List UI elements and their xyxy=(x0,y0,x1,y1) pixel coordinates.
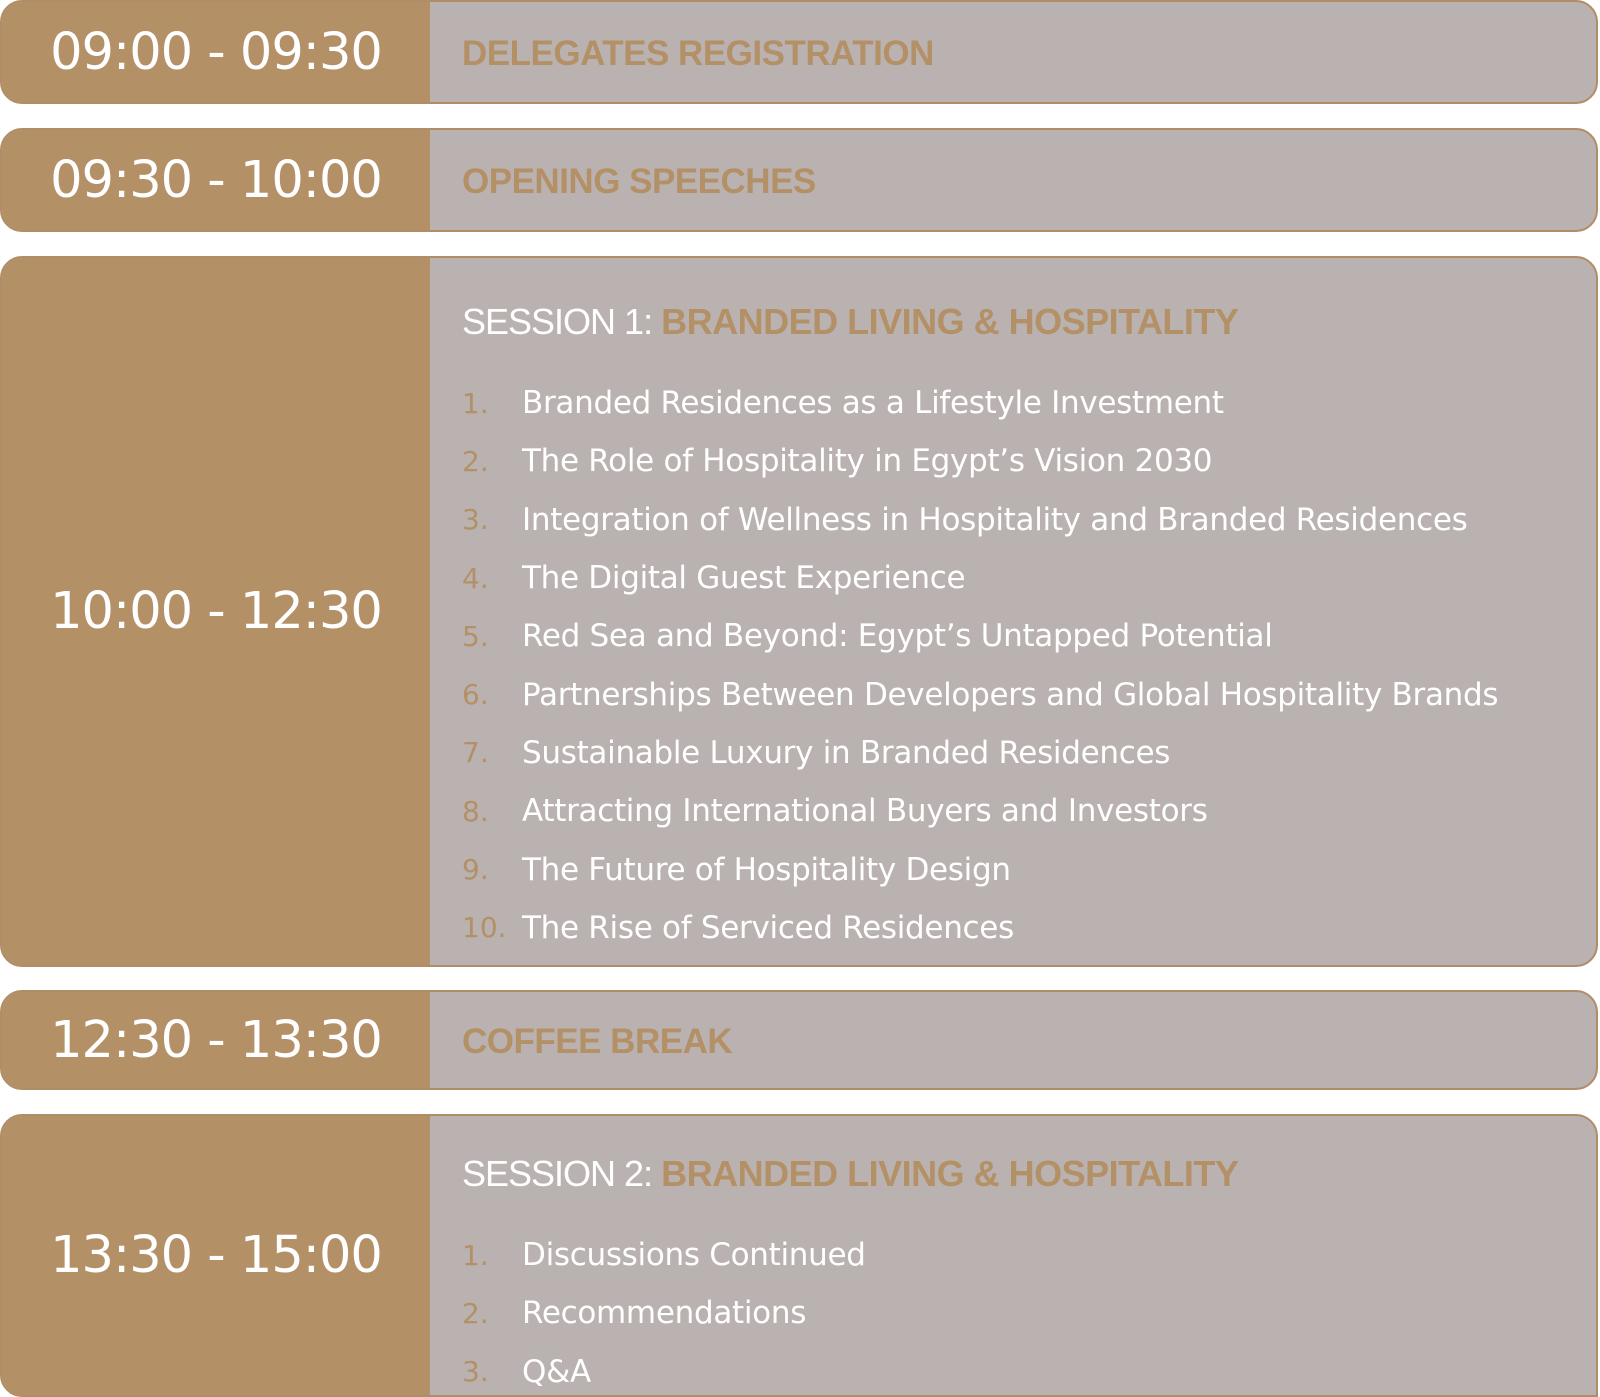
list-item-number: 1. xyxy=(462,386,489,420)
list-item xyxy=(462,549,1596,607)
list-item-text: Branded Residences as a Lifestyle Investment xyxy=(522,385,1224,422)
list-item xyxy=(462,782,1596,840)
list-item-number: 10. xyxy=(462,911,507,945)
list-item xyxy=(462,724,1596,782)
list-item-text: Partnerships Between Developers and Global Hospitality Brands xyxy=(522,676,1499,713)
session-content xyxy=(430,258,1596,965)
list-item-text: The Rise of Serviced Residences xyxy=(522,909,1014,946)
time-slot: 13:30 - 15:00 xyxy=(2,1116,430,1395)
agenda-row-opening-speeches xyxy=(0,128,1598,232)
list-item-number: 3. xyxy=(462,503,489,537)
agenda-item-title: COFFEE BREAK xyxy=(462,1022,733,1061)
agenda-item-title: OPENING SPEECHES xyxy=(462,162,816,201)
agenda-row-session-2 xyxy=(0,1114,1598,1397)
list-item xyxy=(462,1343,1596,1397)
list-item-text: Q&A xyxy=(522,1353,591,1390)
list-item-number: 8. xyxy=(462,794,489,828)
agenda-item-title: DELEGATES REGISTRATION xyxy=(462,34,934,73)
list-item-text: Sustainable Luxury in Branded Residences xyxy=(522,734,1171,771)
list-item-text: Recommendations xyxy=(522,1295,807,1332)
list-item xyxy=(462,899,1596,957)
list-item xyxy=(462,665,1596,723)
list-item-number: 7. xyxy=(462,736,489,770)
session-title: BRANDED LIVING & HOSPITALITY xyxy=(661,1153,1239,1194)
topic-list xyxy=(462,1226,1596,1397)
list-item xyxy=(462,607,1596,665)
list-item-number: 1. xyxy=(462,1238,489,1272)
agenda-item xyxy=(430,992,1596,1088)
agenda-item xyxy=(430,130,1596,230)
list-item-text: The Future of Hospitality Design xyxy=(522,851,1011,888)
session-content xyxy=(430,1116,1596,1395)
list-item xyxy=(462,432,1596,490)
list-item xyxy=(462,1226,1596,1284)
list-item-number: 3. xyxy=(462,1355,489,1389)
list-item-text: The Role of Hospitality in Egypt’s Vision 2030 xyxy=(522,443,1213,480)
list-item xyxy=(462,491,1596,549)
list-item-text: Attracting International Buyers and Investors xyxy=(522,793,1208,830)
agenda-item xyxy=(430,2,1596,102)
topic-list xyxy=(462,374,1596,957)
list-item-text: The Digital Guest Experience xyxy=(522,560,966,597)
list-item-text: Integration of Wellness in Hospitality and Branded Residences xyxy=(522,501,1468,538)
list-item xyxy=(462,1284,1596,1342)
session-heading xyxy=(462,1154,1596,1201)
time-slot: 09:00 - 09:30 xyxy=(2,2,430,102)
agenda-row-registration xyxy=(0,0,1598,104)
time-slot: 09:30 - 10:00 xyxy=(2,130,430,230)
list-item-number: 6. xyxy=(462,678,489,712)
list-item-number: 9. xyxy=(462,853,489,887)
session-heading xyxy=(462,302,1596,349)
list-item-number: 4. xyxy=(462,561,489,595)
list-item-text: Discussions Continued xyxy=(522,1237,866,1274)
list-item-number: 2. xyxy=(462,444,489,478)
list-item xyxy=(462,374,1596,432)
list-item-text: Red Sea and Beyond: Egypt’s Untapped Potential xyxy=(522,618,1273,655)
agenda-row-coffee-break xyxy=(0,990,1598,1090)
session-label: SESSION 2: xyxy=(462,1153,662,1194)
list-item-number: 5. xyxy=(462,619,489,653)
time-slot: 10:00 - 12:30 xyxy=(2,258,430,965)
session-label: SESSION 1: xyxy=(462,301,662,342)
time-slot: 12:30 - 13:30 xyxy=(2,992,430,1088)
agenda-row-session-1 xyxy=(0,256,1598,967)
list-item-number: 2. xyxy=(462,1296,489,1330)
session-title: BRANDED LIVING & HOSPITALITY xyxy=(661,301,1239,342)
list-item xyxy=(462,840,1596,898)
